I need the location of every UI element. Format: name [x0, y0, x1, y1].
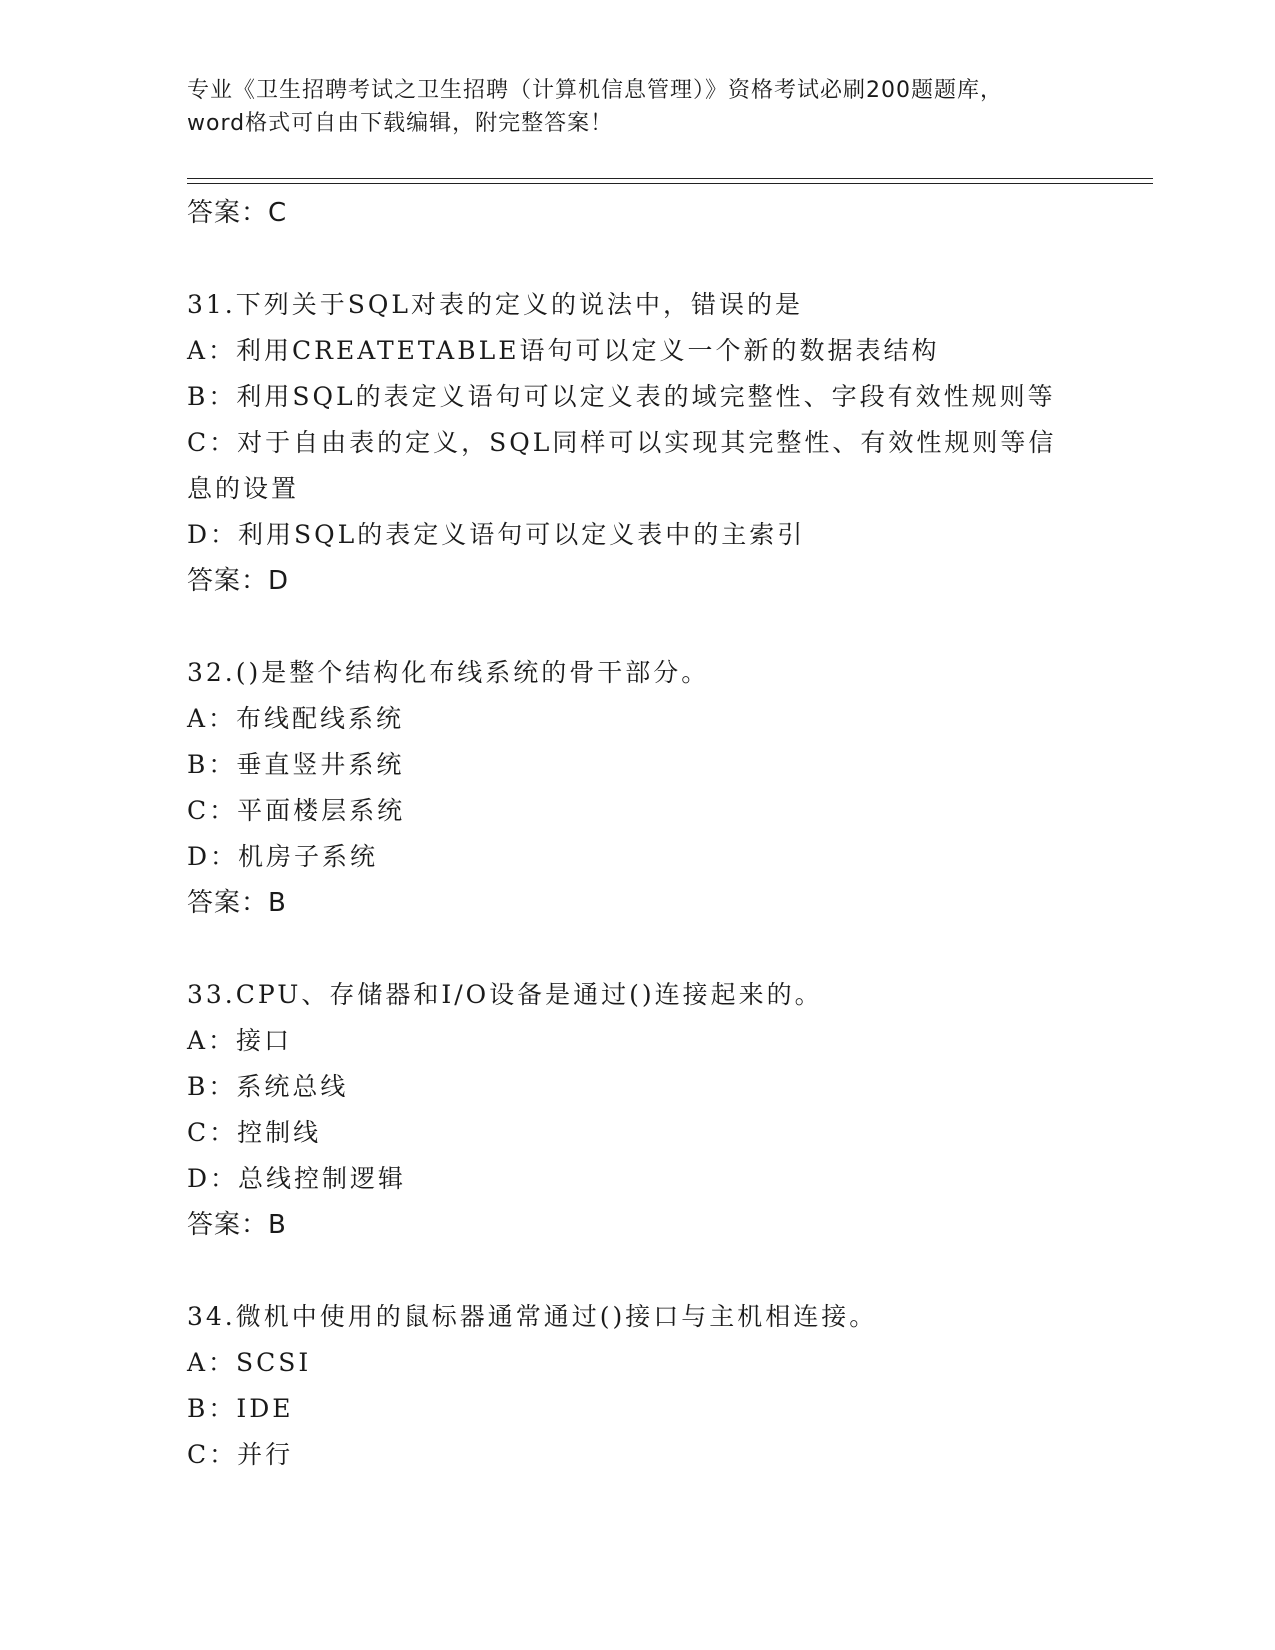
question-stem: 31.下列关于SQL对表的定义的说法中，错误的是 — [187, 290, 803, 319]
option-c-continuation: 息的设置 — [187, 474, 300, 503]
option-d: D：总线控制逻辑 — [187, 1164, 407, 1193]
option-a: A：布线配线系统 — [187, 704, 405, 733]
option-a: A：SCSI — [187, 1348, 312, 1377]
question-34 — [187, 1294, 1087, 1478]
answer-line: 答案：B — [187, 888, 287, 918]
question-stem: 33.CPU、存储器和I/O设备是通过()连接起来的。 — [187, 980, 823, 1009]
header-line-2: word格式可自由下载编辑，附完整答案！ — [187, 111, 614, 136]
option-c: C：控制线 — [187, 1118, 322, 1147]
option-b: B：IDE — [187, 1394, 294, 1423]
document-body — [187, 190, 1087, 1478]
option-a: A：利用CREATETABLE语句可以定义一个新的数据表结构 — [187, 336, 940, 365]
answer-line: 答案：B — [187, 1210, 287, 1240]
question-31 — [187, 282, 1087, 604]
question-stem: 32.()是整个结构化布线系统的骨干部分。 — [187, 658, 710, 687]
option-c: C：平面楼层系统 — [187, 796, 406, 825]
option-b: B：系统总线 — [187, 1072, 349, 1101]
answer-line: 答案：C — [187, 198, 288, 228]
option-a: A：接口 — [187, 1026, 293, 1055]
option-c: C：并行 — [187, 1440, 294, 1469]
document-header — [187, 74, 1087, 140]
answer-line: 答案：D — [187, 566, 290, 596]
header-divider-top — [187, 178, 1153, 179]
header-line-1: 专业《卫生招聘考试之卫生招聘（计算机信息管理）》资格考试必刷200题题库， — [187, 78, 1003, 103]
option-d: D：利用SQL的表定义语句可以定义表中的主索引 — [187, 520, 806, 549]
header-divider-bottom — [187, 183, 1153, 184]
question-33 — [187, 972, 1087, 1248]
option-b: B：垂直竖井系统 — [187, 750, 405, 779]
option-c: C：对于自由表的定义，SQL同样可以实现其完整性、有效性规则等信 — [187, 428, 1057, 457]
question-stem: 34.微机中使用的鼠标器通常通过()接口与主机相连接。 — [187, 1302, 878, 1331]
question-32 — [187, 650, 1087, 926]
option-d: D：机房子系统 — [187, 842, 379, 871]
option-b: B：利用SQL的表定义语句可以定义表的域完整性、字段有效性规则等 — [187, 382, 1056, 411]
